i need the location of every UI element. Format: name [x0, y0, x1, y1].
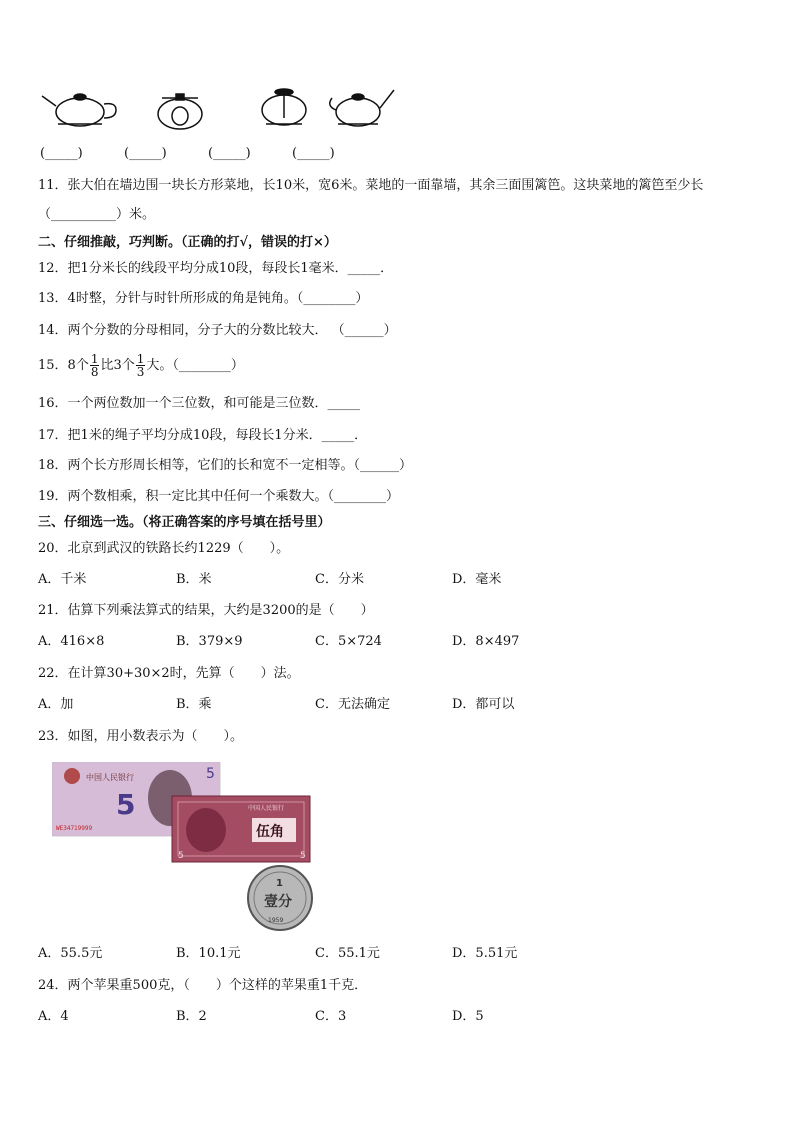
coin-year: 1959 — [268, 917, 284, 924]
teapot-top-view — [158, 94, 202, 129]
question-22-options — [38, 696, 598, 714]
fraction-numerator: 1 — [136, 352, 145, 366]
teapot-blank[interactable]: (_____) — [208, 146, 251, 161]
option-b[interactable]: B．乘 — [176, 697, 212, 712]
option-a[interactable]: A．416×8 — [38, 634, 105, 649]
option-d[interactable]: D．8×497 — [452, 634, 520, 649]
fraction-one-third — [136, 353, 146, 378]
q15-middle: 比3个 — [100, 358, 135, 373]
question-12: 12．把1分米长的线段平均分成10段，每段长1毫米．_____． — [38, 261, 394, 276]
fraction-numerator: 1 — [90, 352, 99, 366]
one-fen-coin — [248, 866, 312, 930]
fraction-denominator: 3 — [136, 365, 145, 379]
question-18: 18．两个长方形周长相等，它们的长和宽不一定相等。（______） — [38, 458, 413, 473]
option-a[interactable]: A．千米 — [38, 572, 87, 587]
coin-text: 壹分 — [264, 894, 292, 910]
q15-prefix: 15．8个 — [38, 358, 89, 373]
option-c[interactable]: C．分米 — [315, 572, 364, 587]
question-21-options — [38, 633, 598, 651]
question-24-options — [38, 1008, 598, 1026]
note-serial-number: WE34719999 — [56, 825, 93, 832]
fraction-denominator: 8 — [90, 365, 99, 379]
question-15 — [38, 352, 244, 380]
option-d[interactable]: D．5 — [452, 1009, 484, 1024]
question-13: 13．4时整，分针与时针所形成的角是钝角。（________） — [38, 291, 369, 306]
option-d[interactable]: D．5.51元 — [452, 946, 518, 961]
option-c[interactable]: C．55.1元 — [315, 946, 380, 961]
option-c[interactable]: C．5×724 — [315, 634, 382, 649]
note-bank-name: 中国人民银行 — [86, 773, 134, 782]
option-b[interactable]: B．2 — [176, 1009, 207, 1024]
option-a[interactable]: A．4 — [38, 1009, 69, 1024]
note-bank-name: 中国人民银行 — [248, 805, 285, 812]
option-b[interactable]: B．米 — [176, 572, 212, 587]
option-c[interactable]: C．3 — [315, 1009, 347, 1024]
teapot-side-view-2 — [330, 90, 394, 126]
q15-suffix: 大。（________） — [146, 358, 244, 373]
question-24-stem: 24．两个苹果重500克，（ ）个这样的苹果重1千克． — [38, 978, 368, 993]
question-11-line2: （__________）米。 — [38, 207, 156, 222]
section-2-heading: 二、仔细推敲，巧判断。（正确的打√，错误的打×） — [38, 235, 337, 250]
question-17: 17．把1米的绳子平均分成10段，每段长1分米．_____． — [38, 428, 368, 443]
note-denomination: 5 — [116, 788, 136, 821]
question-21-stem: 21．估算下列乘法算式的结果，大约是3200的是（ ） — [38, 603, 374, 618]
section-3-heading: 三、仔细选一选。（将正确答案的序号填在括号里） — [38, 515, 331, 530]
option-d[interactable]: D．毫米 — [452, 572, 502, 587]
note-denomination-chinese: 伍角 — [256, 824, 284, 840]
teapot-blank[interactable]: (_____) — [292, 146, 335, 161]
fraction-one-eighth — [90, 353, 100, 378]
question-19: 19．两个数相乘，积一定比其中任何一个乘数大。（________） — [38, 489, 400, 504]
option-b[interactable]: B．379×9 — [176, 634, 243, 649]
option-a[interactable]: A．加 — [38, 697, 74, 712]
option-c[interactable]: C．无法确定 — [315, 697, 390, 712]
option-d[interactable]: D．都可以 — [452, 697, 515, 712]
teapot-answer-blanks — [40, 146, 376, 161]
question-14: 14．两个分数的分母相同，分子大的分数比较大． （______） — [38, 323, 397, 338]
coin-digit: 1 — [276, 878, 283, 889]
note-corner-digit: 5 — [206, 766, 215, 782]
note-corner-digit: 5 — [300, 851, 306, 861]
question-11-line1: 11．张大伯在墙边围一块长方形菜地，长10米，宽6米。菜地的一面靠墙，其余三面围篱笆。这块菜地的篱笆至少长 — [38, 178, 704, 193]
teapot-front-view — [262, 89, 306, 125]
teapot-blank[interactable]: (_____) — [40, 146, 83, 161]
five-jiao-note — [172, 796, 310, 862]
teapot-blank[interactable]: (_____) — [124, 146, 167, 161]
question-23-options — [38, 945, 598, 963]
note-corner-digit: 5 — [178, 851, 184, 861]
question-20-stem: 20．北京到武汉的铁路长约1229（ ）。 — [38, 541, 290, 556]
option-b[interactable]: B．10.1元 — [176, 946, 241, 961]
money-figure — [52, 762, 322, 934]
question-22-stem: 22．在计算30+30×2时，先算（ ）法。 — [38, 666, 300, 681]
option-a[interactable]: A．55.5元 — [38, 946, 103, 961]
teapot-side-view-1 — [42, 94, 116, 126]
question-16: 16．一个两位数加一个三位数，和可能是三位数．_____ — [38, 396, 361, 411]
question-23-stem: 23．如图，用小数表示为（ ）。 — [38, 729, 244, 744]
teapot-views-figure — [38, 84, 418, 134]
question-20-options — [38, 571, 598, 589]
